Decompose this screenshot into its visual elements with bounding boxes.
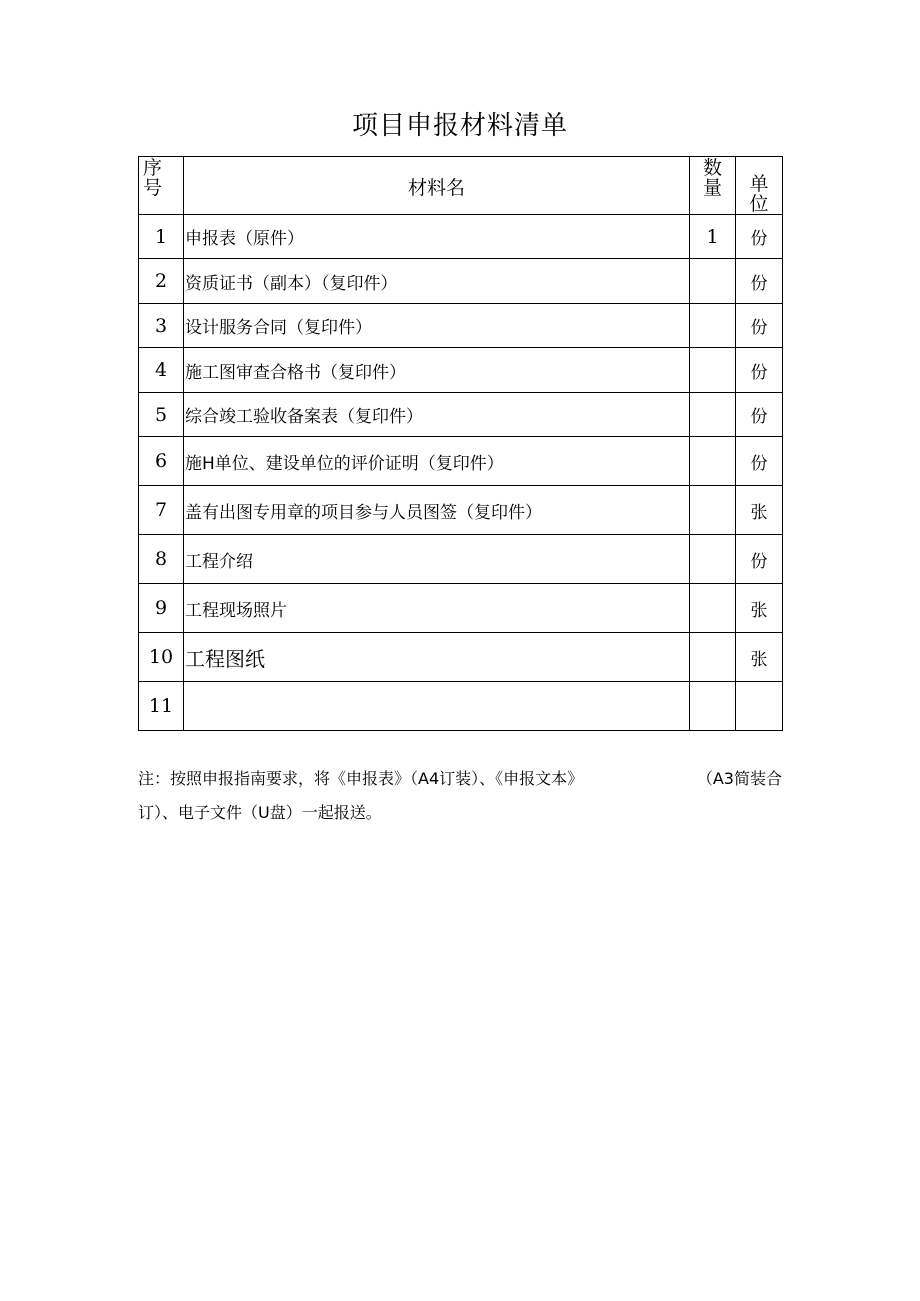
header-qty-line2: 量 [702, 177, 722, 199]
table-row [139, 215, 783, 259]
table-row [139, 437, 783, 486]
row-seq: 3 [139, 304, 184, 348]
footnote-line1-text: 注：按照申报指南要求，将《申报表》（A4订装）、《申报文本》 [138, 769, 584, 788]
header-quantity [690, 157, 736, 215]
table-row [139, 486, 783, 535]
table-header-row [139, 157, 783, 215]
row-unit: 张 [736, 633, 783, 682]
row-quantity [690, 486, 736, 535]
row-quantity [690, 304, 736, 348]
footnote-line1-tail: （A3简装合 [696, 769, 782, 788]
row-unit: 份 [736, 348, 783, 393]
header-seq-line1: 序 [143, 157, 163, 179]
row-seq: 1 [139, 215, 184, 259]
row-material-name: 综合竣工验收备案表（复印件） [184, 393, 690, 437]
row-seq: 9 [139, 584, 184, 633]
row-unit: 份 [736, 437, 783, 486]
table-row [139, 304, 783, 348]
row-unit: 张 [736, 486, 783, 535]
table-row [139, 633, 783, 682]
row-material-name: 工程图纸 [184, 633, 690, 682]
row-seq: 10 [139, 633, 184, 682]
row-unit: 份 [736, 259, 783, 304]
table-row [139, 535, 783, 584]
page-title: 项目申报材料清单 [351, 111, 568, 141]
table-row [139, 682, 783, 731]
row-material-name: 设计服务合同（复印件） [184, 304, 690, 348]
row-material-name: 工程现场照片 [184, 584, 690, 633]
row-seq: 11 [139, 682, 184, 731]
row-unit: 份 [736, 304, 783, 348]
table-row [139, 584, 783, 633]
header-material-name: 材料名 [184, 157, 690, 215]
row-unit: 张 [736, 584, 783, 633]
row-unit [736, 682, 783, 731]
header-seq-line2: 号 [143, 177, 163, 199]
row-quantity [690, 393, 736, 437]
row-material-name: 施工图审查合格书（复印件） [184, 348, 690, 393]
header-qty-line1: 数 [702, 157, 722, 179]
row-unit: 份 [736, 215, 783, 259]
header-unit-line2: 位 [749, 193, 769, 215]
row-quantity [690, 535, 736, 584]
row-quantity [690, 633, 736, 682]
header-seq [139, 157, 184, 215]
row-material-name: 施H单位、建设单位的评价证明（复印件） [184, 437, 690, 486]
row-quantity: 1 [690, 215, 736, 259]
row-material-name [184, 682, 690, 731]
row-unit: 份 [736, 393, 783, 437]
header-unit [736, 157, 783, 215]
row-seq: 4 [139, 348, 184, 393]
row-seq: 2 [139, 259, 184, 304]
row-quantity [690, 259, 736, 304]
table-row [139, 348, 783, 393]
row-material-name: 申报表（原件） [184, 215, 690, 259]
row-material-name: 工程介绍 [184, 535, 690, 584]
table-row [139, 393, 783, 437]
row-material-name: 盖有出图专用章的项目参与人员图签（复印件） [184, 486, 690, 535]
row-seq: 6 [139, 437, 184, 486]
row-seq: 5 [139, 393, 184, 437]
row-material-name: 资质证书（副本）（复印件） [184, 259, 690, 304]
footnote [138, 762, 782, 830]
row-seq: 8 [139, 535, 184, 584]
row-unit: 份 [736, 535, 783, 584]
footnote-line1 [138, 762, 782, 796]
header-unit-line1: 单 [749, 173, 769, 195]
row-quantity [690, 348, 736, 393]
row-quantity [690, 584, 736, 633]
row-seq: 7 [139, 486, 184, 535]
footnote-line2: 订）、电子文件（U盘）一起报送。 [138, 803, 382, 822]
row-quantity [690, 682, 736, 731]
table-row [139, 259, 783, 304]
row-quantity [690, 437, 736, 486]
materials-table [138, 156, 783, 731]
